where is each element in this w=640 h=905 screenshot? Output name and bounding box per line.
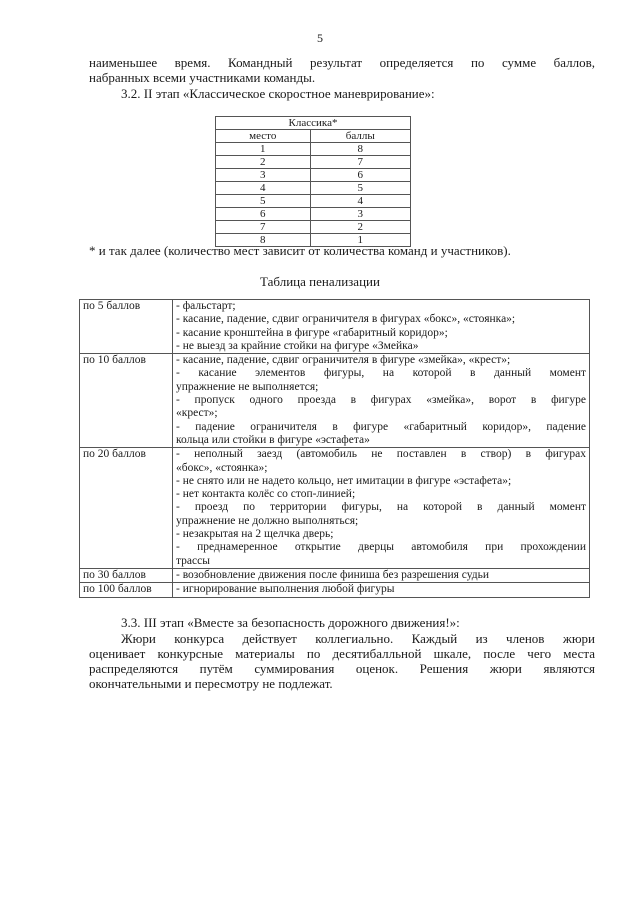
place-cell: 3 [216,169,311,182]
table-row [216,143,411,156]
penalty-items [173,354,590,448]
penalty-table [79,299,590,598]
points-cell: 3 [310,208,411,221]
points-cell: 8 [310,143,411,156]
penalty-item: - не снято или не надето кольцо, нет имитации в фигуре «эстафета»; [176,474,512,487]
penalty-item: - неполный заезд (автомобиль не поставлен в створ) в фигурах [176,448,586,461]
penalty-item: - касание, падение, сдвиг ограничителя в фигурах «бокс», «стоянка»; [176,313,516,326]
classic-header-place: место [216,130,311,143]
penalty-row [80,354,590,448]
penalty-item: - пропуск одного проезда в фигурах «змейка», ворот в фигуре [176,394,586,407]
penalty-item: - возобновление движения после финиша без разрешения судьи [176,568,490,581]
penalty-item: - касание, падение, сдвиг ограничителя в фигуре «змейка», «крест»; [176,354,511,367]
penalty-item: - нет контакта колёс со стоп-линией; [176,488,356,501]
section-3-2-heading: 3.2. II этап «Классическое скоростное маневрирование»: [121,86,435,101]
penalty-item: - касание кронштейна в фигуре «габаритный коридор»; [176,326,448,339]
classic-table [215,116,411,247]
place-cell: 1 [216,143,311,156]
classic-header-points: баллы [310,130,411,143]
penalty-item: - проезд по территории фигуры, на которой в данный момент [176,501,586,514]
table-row [216,195,411,208]
penalty-items [173,448,590,569]
penalty-item: - преднамеренное открытие дверцы автомобиля при прохождении [176,541,586,554]
penalty-row [80,568,590,582]
penalty-item: - фальстарт; [176,300,236,312]
paragraph-line: Жюри конкурса действует коллегиально. Каждый из членов жюри [121,631,595,646]
penalty-table-title: Таблица пенализации [260,274,380,289]
table-row [216,221,411,234]
penalty-item-continued: упражнение не должно выполняться; [176,514,359,527]
points-cell: 2 [310,221,411,234]
penalty-items [173,583,590,597]
penalty-row [80,583,590,597]
penalty-amount: по 20 баллов [80,448,173,569]
place-cell: 7 [216,221,311,234]
points-cell: 5 [310,182,411,195]
place-cell: 5 [216,195,311,208]
points-cell: 4 [310,195,411,208]
penalty-row [80,300,590,354]
penalty-item: - игнорирование выполнения любой фигуры [176,583,395,596]
penalty-item-continued: «бокс», «стоянка»; [176,461,268,474]
paragraph-line: оценивает конкурсные материалы по десятибалльной шкале, после чего места [89,646,595,661]
penalty-amount: по 30 баллов [80,568,173,582]
penalty-item: - касание элементов фигуры, на которой в данный момент [176,367,586,380]
table-row [216,156,411,169]
place-cell: 2 [216,156,311,169]
penalty-item-continued: «крест»; [176,407,218,420]
penalty-amount: по 10 баллов [80,354,173,448]
classic-table-title: Классика* [216,117,411,130]
table-row [216,182,411,195]
paragraph-line: окончательными и пересмотру не подлежат. [89,676,333,691]
section-3-3-paragraph [89,631,595,691]
points-cell: 7 [310,156,411,169]
page-number: 5 [317,31,323,45]
penalty-item-continued: трассы [176,554,210,567]
place-cell: 6 [216,208,311,221]
intro-line: наименьшее время. Командный результат определяется по сумме баллов, [89,55,595,70]
paragraph-line: распределяются путём суммирования оценок. Решения жюри являются [89,661,595,676]
penalty-row [80,448,590,569]
penalty-items [173,568,590,582]
penalty-item: - не выезд за крайние стойки на фигуре «Змейка» [176,339,419,352]
points-cell: 1 [310,234,411,247]
section-3-3-heading: 3.3. III этап «Вместе за безопасность дорожного движения!»: [121,615,460,630]
penalty-items [173,300,590,354]
place-cell: 8 [216,234,311,247]
place-cell: 4 [216,182,311,195]
footnote: * и так далее (количество мест зависит от количества команд и участников). [89,243,511,258]
table-row [216,169,411,182]
intro-line: набранных всеми участниками команды. [89,70,316,85]
penalty-item-continued: упражнение не выполняется; [176,380,319,393]
penalty-amount: по 100 баллов [80,583,173,597]
points-cell: 6 [310,169,411,182]
intro-paragraph [89,55,595,85]
table-row [216,208,411,221]
penalty-amount: по 5 баллов [80,300,173,354]
penalty-item-continued: кольца или стойки в фигуре «эстафета» [176,433,370,446]
penalty-item: - незакрытая на 2 щелчка дверь; [176,528,334,541]
penalty-item: - падение ограничителя в фигуре «габаритный коридор», падение [176,420,586,433]
